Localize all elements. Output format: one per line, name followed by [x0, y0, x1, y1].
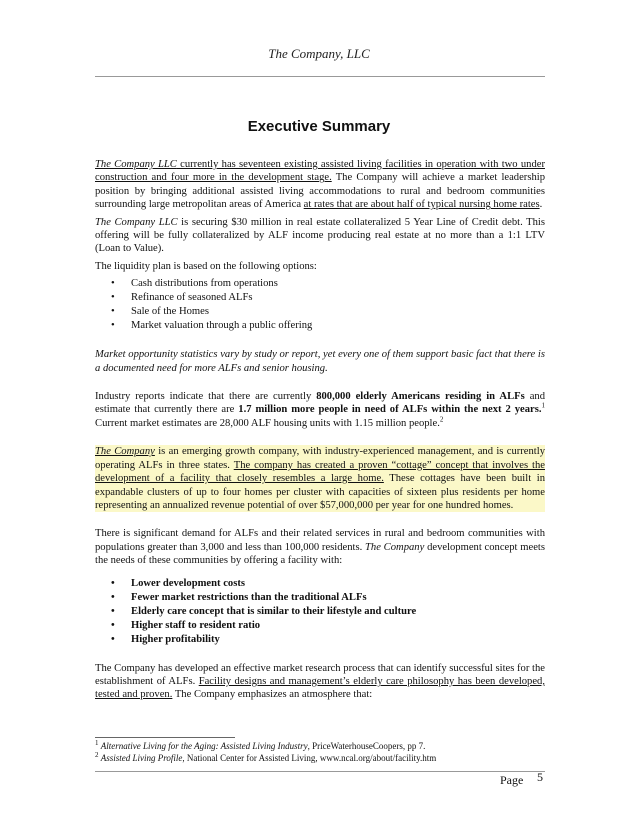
- company-name: The Company: [95, 446, 155, 458]
- list-item: • Lower development costs: [131, 577, 545, 591]
- research-underlined-text: Facility designs and management’s elderly care philosophy has been developed, tested and proven.: [95, 675, 545, 701]
- company-text: is an emerging growth company, with industry-experienced management, and is currently operating ALFs in three states.: [95, 446, 545, 471]
- industry-bold-stat: 1.7 million more people in need of ALFs within the next 2 years.: [238, 404, 542, 416]
- industry-text: and estimate that currently there are: [95, 391, 545, 416]
- footnote-source-text: , PriceWaterhouseCoopers, pp 7.: [307, 741, 426, 751]
- paragraph-research: [95, 662, 545, 702]
- list-item: • Cash distributions from operations: [131, 277, 545, 291]
- footnote-rule: [95, 737, 235, 738]
- footnote-number: 1: [95, 739, 99, 747]
- footnotes: [95, 740, 545, 764]
- company-name: The Company LLC: [95, 159, 177, 170]
- footnote-number: 2: [95, 751, 99, 759]
- paragraph-financing: [95, 216, 545, 256]
- paragraph-market-opportunity: Market opportunity statistics vary by study or report, yet every one of them support basic fact that there is a documented need for more ALFs and senior housing.: [95, 349, 545, 374]
- industry-text: Current market estimates are 28,000 ALF housing units with 1.15 million people.: [95, 417, 440, 429]
- cottage-concept-text: The company has created a proven “cottage” concept that involves the development of a facility that closely resembles a large home.: [95, 459, 545, 485]
- list-item: • Fewer market restrictions than the traditional ALFs: [131, 591, 545, 605]
- footnote-source-title: Assisted Living Profile: [100, 753, 183, 763]
- company-name: The Company LLC: [95, 216, 178, 228]
- company-text: These cottages have been built in expandable clusters of up to four homes per cluster with capacities of sixteen plus residents per home representing an annualized revenue potential of over $57,000,000 per year for one hundred homes.: [95, 473, 545, 511]
- intro-text: The Company will achieve a market leadership position by bringing additional assisted living accommodations to rural and bedroom communities surrounding large metropolitan areas of America: [95, 172, 545, 211]
- industry-text: Industry reports indicate that there are currently: [95, 391, 317, 403]
- body-text: [95, 158, 545, 702]
- list-item: • Elderly care concept that is similar to their lifestyle and culture: [131, 605, 545, 619]
- liquidity-options-list: [95, 277, 545, 333]
- intro-rates-text: at rates that are about half of typical nursing home rates: [303, 199, 540, 211]
- list-item: • Market valuation through a public offering: [131, 319, 545, 333]
- page-title: Executive Summary: [247, 118, 391, 135]
- list-item: • Higher staff to resident ratio: [131, 619, 545, 633]
- footnote-ref[interactable]: 2: [439, 415, 444, 424]
- intro-period: .: [539, 199, 543, 211]
- paragraph-liquidity: The liquidity plan is based on the following options:: [95, 260, 317, 272]
- footnote: [95, 752, 545, 764]
- features-list: [95, 577, 545, 647]
- footer-rule: [95, 771, 545, 772]
- paragraph-demand: [95, 527, 545, 567]
- intro-underlined-text: currently has seventeen existing assisted living facilities in operation with two under construction and four more in the development stage.: [95, 159, 545, 184]
- footnote: [95, 740, 545, 752]
- demand-text: development concept meets the needs of these communities by offering a facility with:: [95, 541, 545, 567]
- list-item: • Higher profitability: [131, 633, 545, 647]
- industry-bold-stat: 800,000 elderly Americans residing in ALFs: [316, 391, 525, 403]
- list-item: • Sale of the Homes: [131, 305, 545, 319]
- company-name: The Company: [365, 541, 425, 553]
- financing-text: is securing $30 million in real estate collateralized 5 Year Line of Credit debt. This offering will be fully collateralized by ALF income producing real estate at no more than a 1:1 LTV (Loan to Value).: [95, 216, 545, 255]
- paragraph-highlighted-company: [95, 445, 545, 512]
- footnote-ref[interactable]: 1: [541, 401, 545, 410]
- research-text: The Company has developed an effective market research process that can identify successful sites for the establishment of ALFs.: [95, 662, 545, 687]
- page-label: Page: [500, 773, 524, 787]
- paragraph-industry-reports: [95, 390, 545, 430]
- header-rule: [95, 76, 545, 77]
- paragraph-intro: [95, 158, 545, 212]
- running-header: The Company, LLC: [268, 46, 370, 61]
- research-text: The Company emphasizes an atmosphere that:: [172, 689, 373, 701]
- footnote-source-title: Alternative Living for the Aging: Assisted Living Industry: [100, 741, 308, 751]
- page-number: 5: [537, 770, 543, 784]
- footnote-source-text: , National Center for Assisted Living, www.ncal.org/about/facility.htm: [182, 753, 437, 763]
- list-item: • Refinance of seasoned ALFs: [131, 291, 545, 305]
- demand-text: There is significant demand for ALFs and their related services in rural and bedroom communities with populations greater than 3,000 and less than 100,000 residents.: [95, 528, 545, 553]
